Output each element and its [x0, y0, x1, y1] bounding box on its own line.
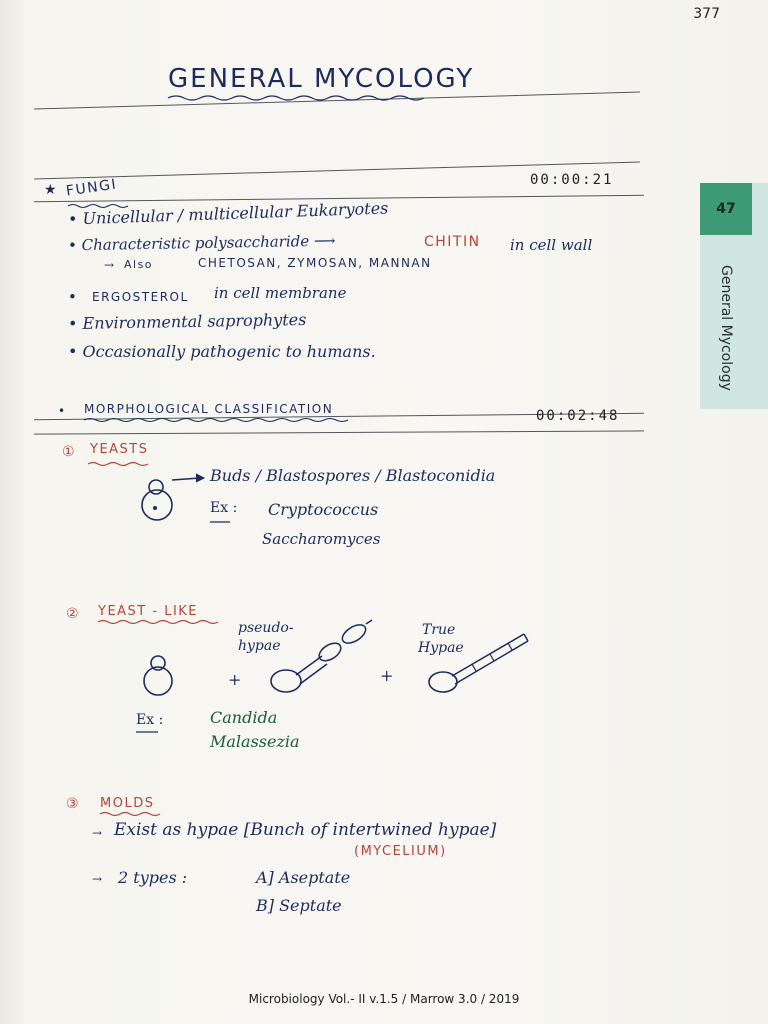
yeasts-heading: YEASTS: [90, 442, 149, 457]
plus-sign: +: [380, 666, 394, 685]
yeast-like-example: Candida: [210, 708, 278, 727]
mold-type-septate: B] Septate: [256, 896, 342, 915]
pseudohyphae-label: pseudo-: [238, 620, 294, 636]
fungi-timestamp: 00:00:21: [530, 172, 614, 188]
yeast-like-heading: YEAST - LIKE: [98, 604, 199, 619]
number-one-icon: ①: [62, 444, 77, 460]
true-hyphae-label: Hypae: [418, 640, 464, 656]
arrow-icon: →: [92, 826, 103, 840]
list-item: • Occasionally pathogenic to humans.: [68, 342, 376, 361]
cell-wall-text: in cell wall: [510, 236, 593, 254]
list-item: •: [68, 288, 77, 306]
other-polysaccharides: CHETOSAN, ZYMOSAN, MANNAN: [198, 256, 432, 270]
true-hyphae-label: True: [422, 622, 456, 638]
page-footer: Microbiology Vol.- II v.1.5 / Marrow 3.0 / 2019: [248, 992, 520, 1006]
chapter-side-tab: [700, 183, 768, 409]
yeasts-ex-label: Ex :: [210, 500, 238, 516]
yeast-like-example: Malassezia: [210, 732, 300, 751]
star-icon: ★: [44, 182, 59, 198]
chapter-title: General Mycology: [718, 265, 734, 391]
mold-type-aseptate: A] Aseptate: [256, 868, 351, 887]
arrow-icon: →: [104, 258, 115, 272]
page-title: GENERAL MYCOLOGY: [168, 64, 475, 94]
chitin-label: CHITIN: [424, 234, 481, 250]
page-number: 377: [693, 6, 720, 22]
also-label: Also: [124, 258, 154, 271]
molds-heading: MOLDS: [100, 796, 155, 811]
bullet: •: [58, 404, 67, 418]
cell-membrane-text: in cell membrane: [214, 284, 347, 302]
list-item: • Environmental saprophytes: [67, 309, 307, 334]
arrow-icon: →: [92, 872, 103, 886]
classification-heading: MORPHOLOGICAL CLASSIFICATION: [84, 402, 334, 416]
yeast-example: Cryptococcus: [268, 500, 379, 519]
mycelium-label: (MYCELIUM): [354, 844, 447, 859]
list-item: • Unicellular / multicellular Eukaryotes: [67, 198, 389, 229]
chapter-number: 47: [700, 183, 752, 235]
molds-types-label: 2 types :: [118, 868, 188, 887]
number-two-icon: ②: [66, 606, 81, 622]
molds-description: Exist as hypae [Bunch of intertwined hypae]: [114, 820, 497, 840]
ergosterol-label: ERGOSTEROL: [92, 290, 189, 304]
number-three-icon: ③: [66, 796, 81, 812]
fungi-heading: FUNGI: [65, 176, 119, 200]
yeast-like-ex-label: Ex :: [136, 712, 164, 728]
plus-sign: +: [228, 670, 242, 689]
pseudohyphae-label: hypae: [238, 638, 281, 654]
classification-timestamp: 00:02:48: [536, 408, 620, 424]
list-item: • Characteristic polysaccharide ⟶: [67, 231, 336, 255]
yeasts-description: Buds / Blastospores / Blastoconidia: [210, 466, 496, 485]
yeast-example: Saccharomyces: [262, 530, 381, 548]
